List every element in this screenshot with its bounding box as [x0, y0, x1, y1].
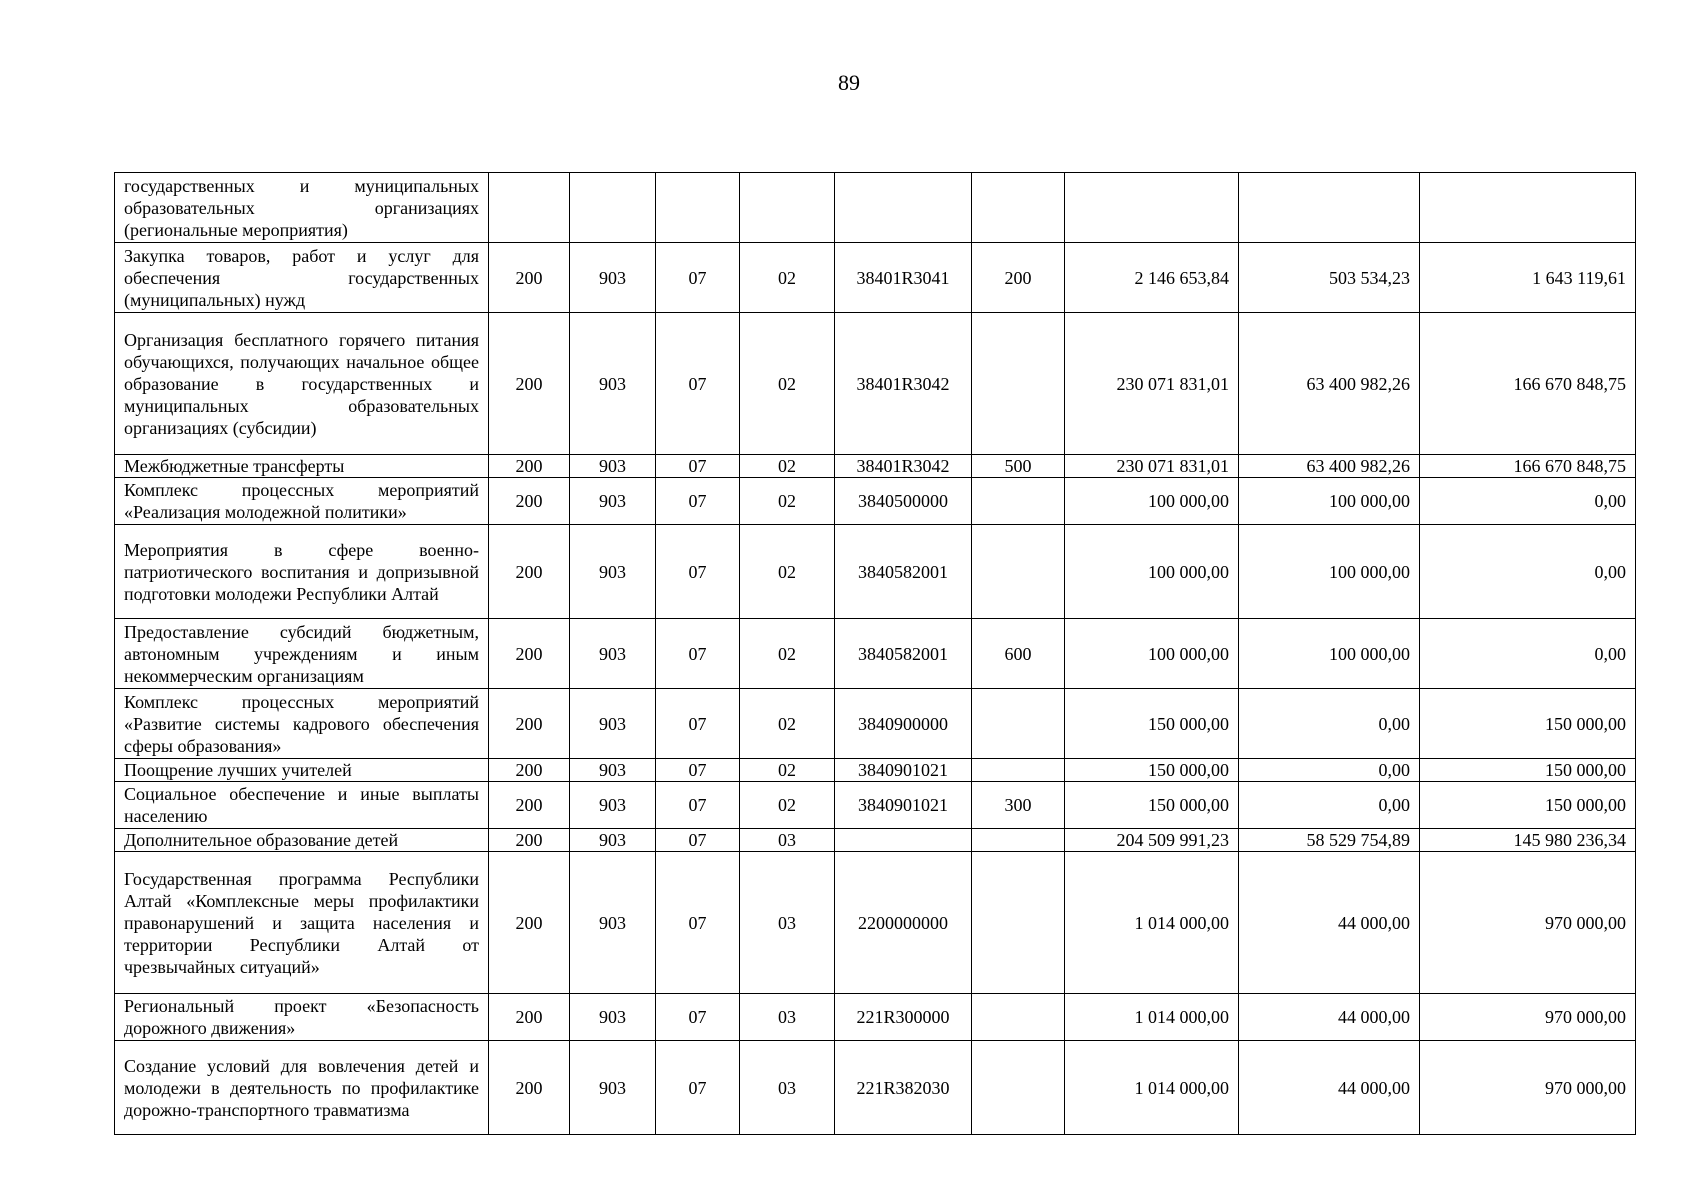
- amount-cell-1: 100 000,00: [1239, 525, 1420, 619]
- code-cell: 200: [489, 759, 570, 782]
- grbs-cell: 903: [570, 759, 656, 782]
- subsection-cell: 02: [740, 243, 835, 313]
- table-row: [115, 994, 1636, 1041]
- table-row: [115, 689, 1636, 759]
- subsection-cell: 02: [740, 478, 835, 525]
- expense-type-cell: [972, 852, 1065, 994]
- grbs-cell: 903: [570, 455, 656, 478]
- total-amount-cell: 204 509 991,23: [1065, 829, 1239, 852]
- amount-cell-1: 44 000,00: [1239, 1041, 1420, 1135]
- target-article-cell: 3840582001: [835, 525, 972, 619]
- table-row: [115, 782, 1636, 829]
- grbs-cell: 903: [570, 478, 656, 525]
- amount-cell-1: 44 000,00: [1239, 994, 1420, 1041]
- expense-type-cell: [972, 313, 1065, 455]
- section-cell: 07: [656, 1041, 740, 1135]
- code-cell: 200: [489, 455, 570, 478]
- row-name: Создание условий для вовлечения детей и молодежи в деятельность по профилактике дорожно-транспортного травматизма: [115, 1041, 489, 1135]
- expense-type-cell: [972, 994, 1065, 1041]
- row-name: Закупка товаров, работ и услуг для обеспечения государственных (муниципальных) нужд: [115, 243, 489, 313]
- total-amount-cell: 150 000,00: [1065, 782, 1239, 829]
- grbs-cell: 903: [570, 243, 656, 313]
- grbs-cell: [570, 173, 656, 243]
- amount-cell-2: 166 670 848,75: [1420, 313, 1636, 455]
- section-cell: 07: [656, 525, 740, 619]
- target-article-cell: 2200000000: [835, 852, 972, 994]
- code-cell: 200: [489, 619, 570, 689]
- grbs-cell: 903: [570, 313, 656, 455]
- subsection-cell: 02: [740, 782, 835, 829]
- row-name: Социальное обеспечение и иные выплаты населению: [115, 782, 489, 829]
- total-amount-cell: 1 014 000,00: [1065, 994, 1239, 1041]
- target-article-cell: 3840901021: [835, 759, 972, 782]
- section-cell: 07: [656, 478, 740, 525]
- subsection-cell: 02: [740, 759, 835, 782]
- subsection-cell: 03: [740, 852, 835, 994]
- table-row: [115, 173, 1636, 243]
- table-row: [115, 619, 1636, 689]
- grbs-cell: 903: [570, 1041, 656, 1135]
- table-row: [115, 852, 1636, 994]
- amount-cell-1: 58 529 754,89: [1239, 829, 1420, 852]
- section-cell: 07: [656, 455, 740, 478]
- amount-cell-2: 0,00: [1420, 525, 1636, 619]
- amount-cell-2: 150 000,00: [1420, 782, 1636, 829]
- amount-cell-1: 503 534,23: [1239, 243, 1420, 313]
- row-name: Организация бесплатного горячего питания обучающихся, получающих начальное общее образование в государственных и муниципальных образовательных организациях (субсидии): [115, 313, 489, 455]
- target-article-cell: 3840901021: [835, 782, 972, 829]
- expense-type-cell: [972, 525, 1065, 619]
- code-cell: 200: [489, 243, 570, 313]
- code-cell: 200: [489, 852, 570, 994]
- section-cell: 07: [656, 759, 740, 782]
- section-cell: [656, 173, 740, 243]
- total-amount-cell: 1 014 000,00: [1065, 852, 1239, 994]
- code-cell: 200: [489, 829, 570, 852]
- total-amount-cell: 230 071 831,01: [1065, 313, 1239, 455]
- section-cell: 07: [656, 313, 740, 455]
- grbs-cell: 903: [570, 619, 656, 689]
- table-row: [115, 478, 1636, 525]
- section-cell: 07: [656, 852, 740, 994]
- amount-cell-2: 1 643 119,61: [1420, 243, 1636, 313]
- grbs-cell: 903: [570, 689, 656, 759]
- table-row: [115, 759, 1636, 782]
- total-amount-cell: 100 000,00: [1065, 619, 1239, 689]
- row-name: Мероприятия в сфере военно-патриотического воспитания и допризывной подготовки молодежи Республики Алтай: [115, 525, 489, 619]
- row-name: Комплекс процессных мероприятий «Реализация молодежной политики»: [115, 478, 489, 525]
- amount-cell-2: 150 000,00: [1420, 689, 1636, 759]
- subsection-cell: [740, 173, 835, 243]
- amount-cell-1: [1239, 173, 1420, 243]
- code-cell: 200: [489, 689, 570, 759]
- subsection-cell: 02: [740, 313, 835, 455]
- amount-cell-2: 150 000,00: [1420, 759, 1636, 782]
- table-row: [115, 243, 1636, 313]
- grbs-cell: 903: [570, 994, 656, 1041]
- amount-cell-1: 0,00: [1239, 782, 1420, 829]
- code-cell: 200: [489, 1041, 570, 1135]
- row-name: Государственная программа Республики Алтай «Комплексные меры профилактики правонарушений и защита населения и территории Республики Алтай от чрезвычайных ситуаций»: [115, 852, 489, 994]
- row-name: государственных и муниципальных образовательных организациях (региональные мероприятия): [115, 173, 489, 243]
- expense-type-cell: [972, 759, 1065, 782]
- grbs-cell: 903: [570, 852, 656, 994]
- table-row: [115, 455, 1636, 478]
- table-row: [115, 525, 1636, 619]
- total-amount-cell: [1065, 173, 1239, 243]
- amount-cell-2: 145 980 236,34: [1420, 829, 1636, 852]
- amount-cell-1: 100 000,00: [1239, 478, 1420, 525]
- grbs-cell: 903: [570, 525, 656, 619]
- target-article-cell: 221R300000: [835, 994, 972, 1041]
- target-article-cell: 3840500000: [835, 478, 972, 525]
- target-article-cell: 38401R3041: [835, 243, 972, 313]
- target-article-cell: [835, 829, 972, 852]
- expense-type-cell: [972, 1041, 1065, 1135]
- page-number: 89: [838, 70, 860, 95]
- budget-table: [114, 172, 1636, 1135]
- total-amount-cell: 1 014 000,00: [1065, 1041, 1239, 1135]
- row-name: Поощрение лучших учителей: [115, 759, 489, 782]
- table-row: [115, 1041, 1636, 1135]
- amount-cell-1: 100 000,00: [1239, 619, 1420, 689]
- code-cell: [489, 173, 570, 243]
- amount-cell-1: 0,00: [1239, 689, 1420, 759]
- code-cell: 200: [489, 525, 570, 619]
- amount-cell-1: 0,00: [1239, 759, 1420, 782]
- target-article-cell: 38401R3042: [835, 313, 972, 455]
- row-name: Дополнительное образование детей: [115, 829, 489, 852]
- total-amount-cell: 100 000,00: [1065, 478, 1239, 525]
- amount-cell-1: 44 000,00: [1239, 852, 1420, 994]
- subsection-cell: 02: [740, 525, 835, 619]
- code-cell: 200: [489, 478, 570, 525]
- section-cell: 07: [656, 619, 740, 689]
- subsection-cell: 03: [740, 829, 835, 852]
- subsection-cell: 02: [740, 619, 835, 689]
- expense-type-cell: 500: [972, 455, 1065, 478]
- total-amount-cell: 230 071 831,01: [1065, 455, 1239, 478]
- total-amount-cell: 150 000,00: [1065, 689, 1239, 759]
- subsection-cell: 03: [740, 1041, 835, 1135]
- amount-cell-1: 63 400 982,26: [1239, 313, 1420, 455]
- row-name: Региональный проект «Безопасность дорожного движения»: [115, 994, 489, 1041]
- amount-cell-2: 970 000,00: [1420, 1041, 1636, 1135]
- section-cell: 07: [656, 994, 740, 1041]
- total-amount-cell: 2 146 653,84: [1065, 243, 1239, 313]
- amount-cell-2: 970 000,00: [1420, 852, 1636, 994]
- target-article-cell: 38401R3042: [835, 455, 972, 478]
- section-cell: 07: [656, 689, 740, 759]
- table-row: [115, 313, 1636, 455]
- table-body: [115, 173, 1636, 1135]
- section-cell: 07: [656, 782, 740, 829]
- expense-type-cell: [972, 173, 1065, 243]
- amount-cell-2: 0,00: [1420, 619, 1636, 689]
- row-name: Предоставление субсидий бюджетным, автономным учреждениям и иным некоммерческим организациям: [115, 619, 489, 689]
- subsection-cell: 02: [740, 689, 835, 759]
- target-article-cell: 221R382030: [835, 1041, 972, 1135]
- section-cell: 07: [656, 243, 740, 313]
- amount-cell-2: 970 000,00: [1420, 994, 1636, 1041]
- subsection-cell: 02: [740, 455, 835, 478]
- section-cell: 07: [656, 829, 740, 852]
- expense-type-cell: 600: [972, 619, 1065, 689]
- expense-type-cell: 300: [972, 782, 1065, 829]
- row-name: Комплекс процессных мероприятий «Развитие системы кадрового обеспечения сферы образования»: [115, 689, 489, 759]
- grbs-cell: 903: [570, 829, 656, 852]
- amount-cell-2: 0,00: [1420, 478, 1636, 525]
- total-amount-cell: 150 000,00: [1065, 759, 1239, 782]
- amount-cell-1: 63 400 982,26: [1239, 455, 1420, 478]
- subsection-cell: 03: [740, 994, 835, 1041]
- amount-cell-2: 166 670 848,75: [1420, 455, 1636, 478]
- total-amount-cell: 100 000,00: [1065, 525, 1239, 619]
- target-article-cell: [835, 173, 972, 243]
- code-cell: 200: [489, 313, 570, 455]
- expense-type-cell: [972, 829, 1065, 852]
- target-article-cell: 3840582001: [835, 619, 972, 689]
- expense-type-cell: [972, 478, 1065, 525]
- code-cell: 200: [489, 994, 570, 1041]
- code-cell: 200: [489, 782, 570, 829]
- expense-type-cell: [972, 689, 1065, 759]
- expense-type-cell: 200: [972, 243, 1065, 313]
- table-row: [115, 829, 1636, 852]
- row-name: Межбюджетные трансферты: [115, 455, 489, 478]
- grbs-cell: 903: [570, 782, 656, 829]
- target-article-cell: 3840900000: [835, 689, 972, 759]
- amount-cell-2: [1420, 173, 1636, 243]
